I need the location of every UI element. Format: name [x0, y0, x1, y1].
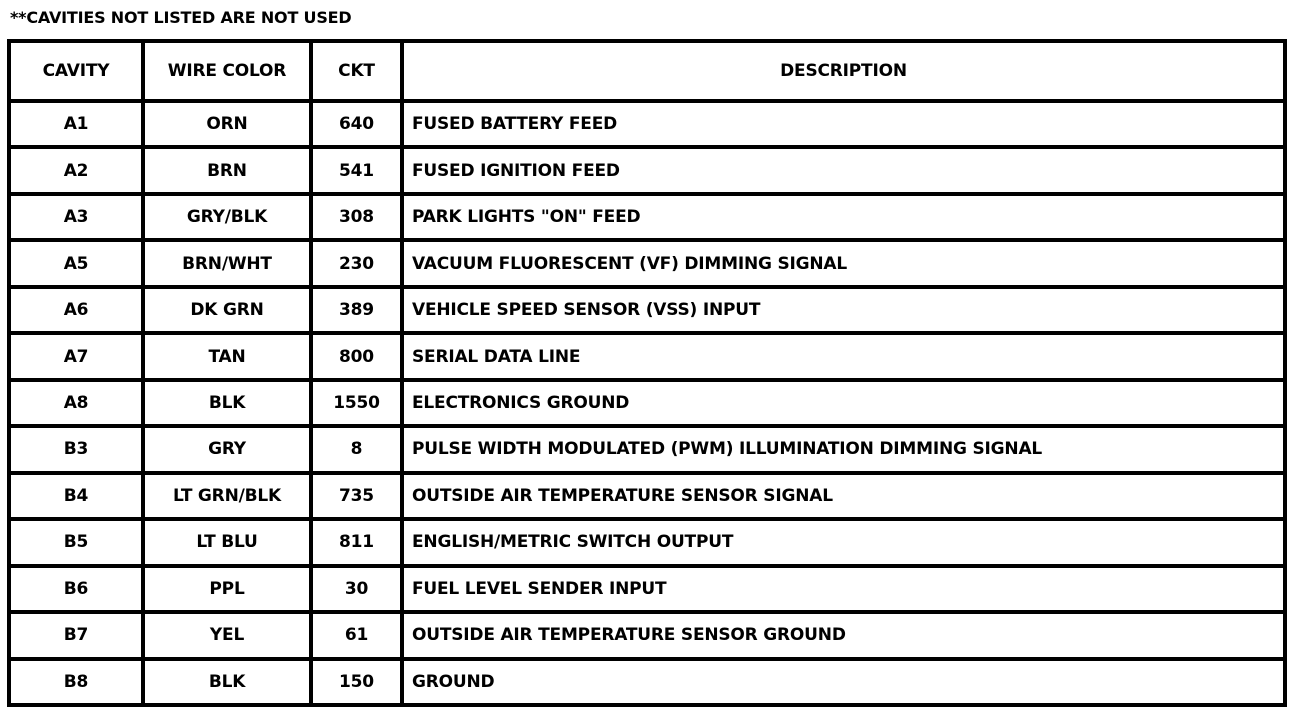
cell-ckt: 389	[313, 289, 400, 331]
cell-description: GROUND	[404, 661, 1283, 703]
cell-wire-color: LT GRN/BLK	[145, 475, 309, 517]
cell-wire-color: GRY	[145, 428, 309, 470]
header-wire-color: WIRE COLOR	[145, 43, 309, 99]
cell-description: SERIAL DATA LINE	[404, 335, 1283, 377]
cell-ckt: 811	[313, 521, 400, 563]
cell-cavity: A5	[11, 242, 141, 284]
cell-cavity: B6	[11, 568, 141, 610]
cell-description: ELECTRONICS GROUND	[404, 382, 1283, 424]
cell-cavity: B4	[11, 475, 141, 517]
cell-wire-color: YEL	[145, 614, 309, 656]
cell-ckt: 61	[313, 614, 400, 656]
cell-description: OUTSIDE AIR TEMPERATURE SENSOR GROUND	[404, 614, 1283, 656]
cell-cavity: A2	[11, 149, 141, 191]
cell-description: PARK LIGHTS "ON" FEED	[404, 196, 1283, 238]
cell-wire-color: BLK	[145, 661, 309, 703]
cell-wire-color: DK GRN	[145, 289, 309, 331]
cell-cavity: A8	[11, 382, 141, 424]
cell-wire-color: TAN	[145, 335, 309, 377]
cell-description: FUSED IGNITION FEED	[404, 149, 1283, 191]
connector-pinout-table	[7, 39, 1287, 707]
cell-cavity: A6	[11, 289, 141, 331]
cell-ckt: 541	[313, 149, 400, 191]
cell-description: OUTSIDE AIR TEMPERATURE SENSOR SIGNAL	[404, 475, 1283, 517]
cell-cavity: B3	[11, 428, 141, 470]
cell-wire-color: BRN	[145, 149, 309, 191]
cell-ckt: 735	[313, 475, 400, 517]
cell-cavity: B5	[11, 521, 141, 563]
cell-wire-color: BLK	[145, 382, 309, 424]
cell-description: FUSED BATTERY FEED	[404, 103, 1283, 145]
cell-wire-color: BRN/WHT	[145, 242, 309, 284]
header-ckt: CKT	[313, 43, 400, 99]
header-cavity: CAVITY	[11, 43, 141, 99]
note-cavities-not-listed: **CAVITIES NOT LISTED ARE NOT USED	[10, 8, 352, 27]
cell-cavity: A1	[11, 103, 141, 145]
cell-cavity: B7	[11, 614, 141, 656]
cell-description: VACUUM FLUORESCENT (VF) DIMMING SIGNAL	[404, 242, 1283, 284]
cell-cavity: A7	[11, 335, 141, 377]
header-description: DESCRIPTION	[404, 43, 1283, 99]
cell-wire-color: PPL	[145, 568, 309, 610]
cell-wire-color: LT BLU	[145, 521, 309, 563]
cell-ckt: 8	[313, 428, 400, 470]
cell-ckt: 800	[313, 335, 400, 377]
cell-description: PULSE WIDTH MODULATED (PWM) ILLUMINATION DIMMING SIGNAL	[404, 428, 1283, 470]
cell-description: VEHICLE SPEED SENSOR (VSS) INPUT	[404, 289, 1283, 331]
cell-ckt: 1550	[313, 382, 400, 424]
cell-cavity: A3	[11, 196, 141, 238]
cell-ckt: 30	[313, 568, 400, 610]
cell-ckt: 230	[313, 242, 400, 284]
cell-ckt: 150	[313, 661, 400, 703]
cell-wire-color: ORN	[145, 103, 309, 145]
cell-ckt: 308	[313, 196, 400, 238]
cell-description: ENGLISH/METRIC SWITCH OUTPUT	[404, 521, 1283, 563]
cell-cavity: B8	[11, 661, 141, 703]
cell-wire-color: GRY/BLK	[145, 196, 309, 238]
cell-ckt: 640	[313, 103, 400, 145]
cell-description: FUEL LEVEL SENDER INPUT	[404, 568, 1283, 610]
